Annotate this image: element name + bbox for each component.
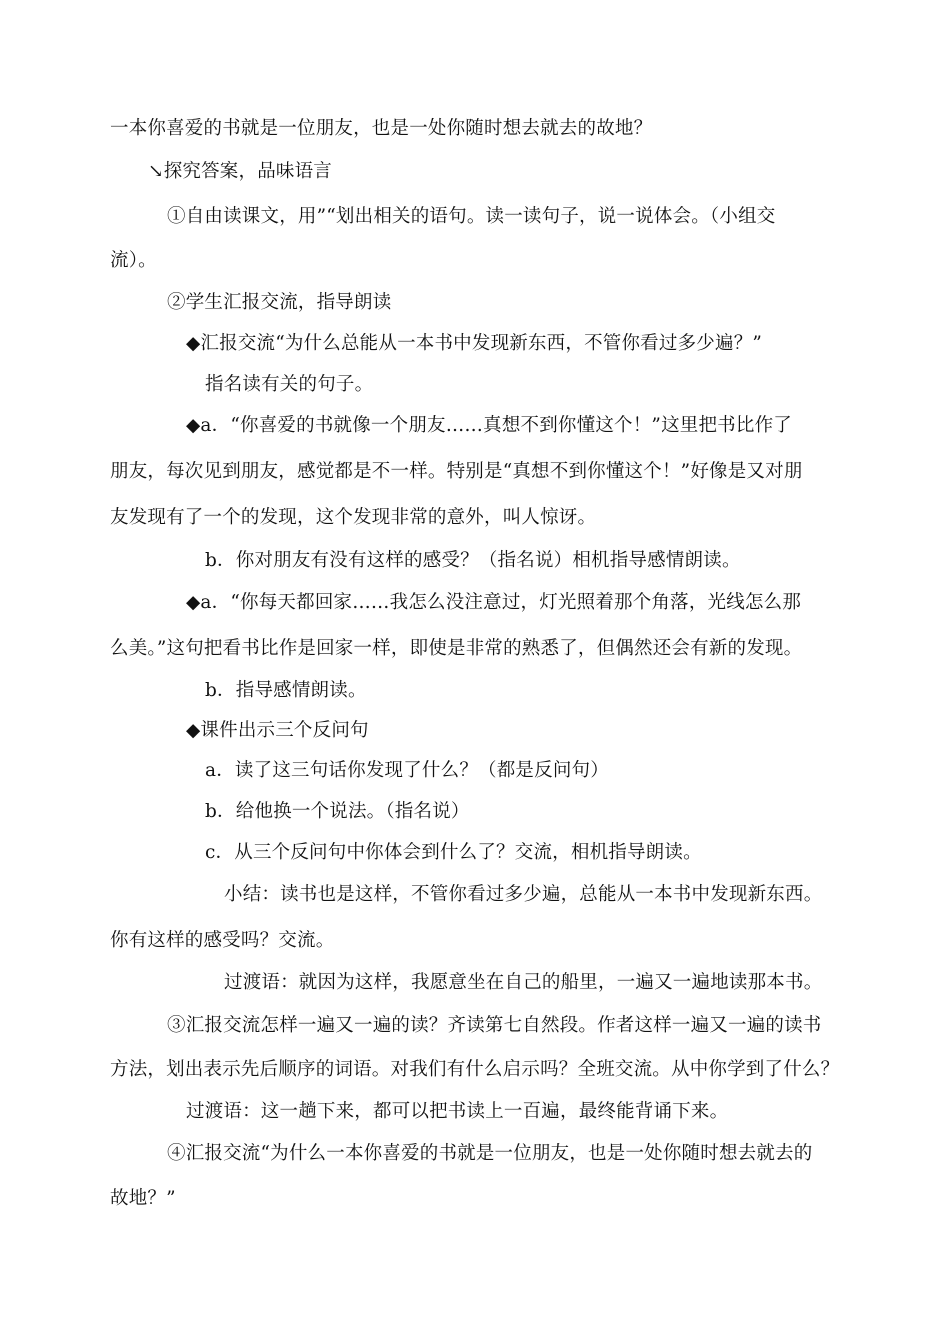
text-line-9: 朋友，每次见到朋友，感觉都是不一样。特别是“真想不到你懂这个！”好像是又对朋 <box>110 461 803 482</box>
text-line-14: b．指导感情朗读。 <box>205 680 367 701</box>
text-line-25: ④汇报交流“为什么一本你喜爱的书就是一位朋友，也是一处你随时想去就去的 <box>167 1143 813 1164</box>
text-line-23: 方法，划出表示先后顺序的词语。对我们有什么启示吗？全班交流。从中你学到了什么？ <box>110 1059 840 1080</box>
text-line-20: 你有这样的感受吗？交流。 <box>110 930 335 951</box>
text-line-19: 小结：读书也是这样，不管你看过多少遍，总能从一本书中发现新东西。 <box>224 884 823 905</box>
text-line-3: ①自由读课文，用”“划出相关的语句。读一读句子，说一说体会。（小组交 <box>167 206 776 227</box>
text-line-26: 故地？” <box>110 1188 176 1209</box>
text-line-13: 么美。”这句把看书比作是回家一样，即使是非常的熟悉了，但偶然还会有新的发现。 <box>110 638 803 659</box>
text-line-18: c．从三个反问句中你体会到什么了？交流，相机指导朗读。 <box>205 842 702 863</box>
text-line-6: ◆汇报交流“为什么总能从一本书中发现新东西，不管你看过多少遍？” <box>186 333 763 354</box>
text-line-15: ◆课件出示三个反问句 <box>186 720 369 741</box>
text-line-7: 指名读有关的句子。 <box>205 374 374 395</box>
text-line-21: 过渡语：就因为这样，我愿意坐在自己的船里，一遍又一遍地读那本书。 <box>224 972 823 993</box>
text-line-10: 友发现有了一个的发现，这个发现非常的意外，叫人惊讶。 <box>110 507 597 528</box>
text-line-24: 过渡语：这一趟下来，都可以把书读上一百遍，最终能背诵下来。 <box>186 1101 729 1122</box>
text-line-22: ③汇报交流怎样一遍又一遍的读？齐读第七自然段。作者这样一遍又一遍的读书 <box>167 1015 822 1036</box>
text-line-17: b．给他换一个说法。（指名说） <box>205 801 470 822</box>
text-line-8: ◆a．“你喜爱的书就像一个朋友……真想不到你懂这个！”这里把书比作了 <box>186 415 792 436</box>
section-heading: ↘探究答案，品味语言 <box>148 161 333 182</box>
text-line-12: ◆a．“你每天都回家……我怎么没注意过，灯光照着那个角落，光线怎么那 <box>186 592 802 613</box>
text-line-4: 流）。 <box>110 250 157 271</box>
text-line-11: b．你对朋友有没有这样的感受？（指名说）相机指导感情朗读。 <box>205 550 741 571</box>
text-line-5: ②学生汇报交流，指导朗读 <box>167 292 392 313</box>
text-line-1: 一本你喜爱的书就是一位朋友，也是一处你随时想去就去的故地？ <box>110 118 653 139</box>
text-line-16: a．读了这三句话你发现了什么？（都是反问句） <box>205 760 609 781</box>
